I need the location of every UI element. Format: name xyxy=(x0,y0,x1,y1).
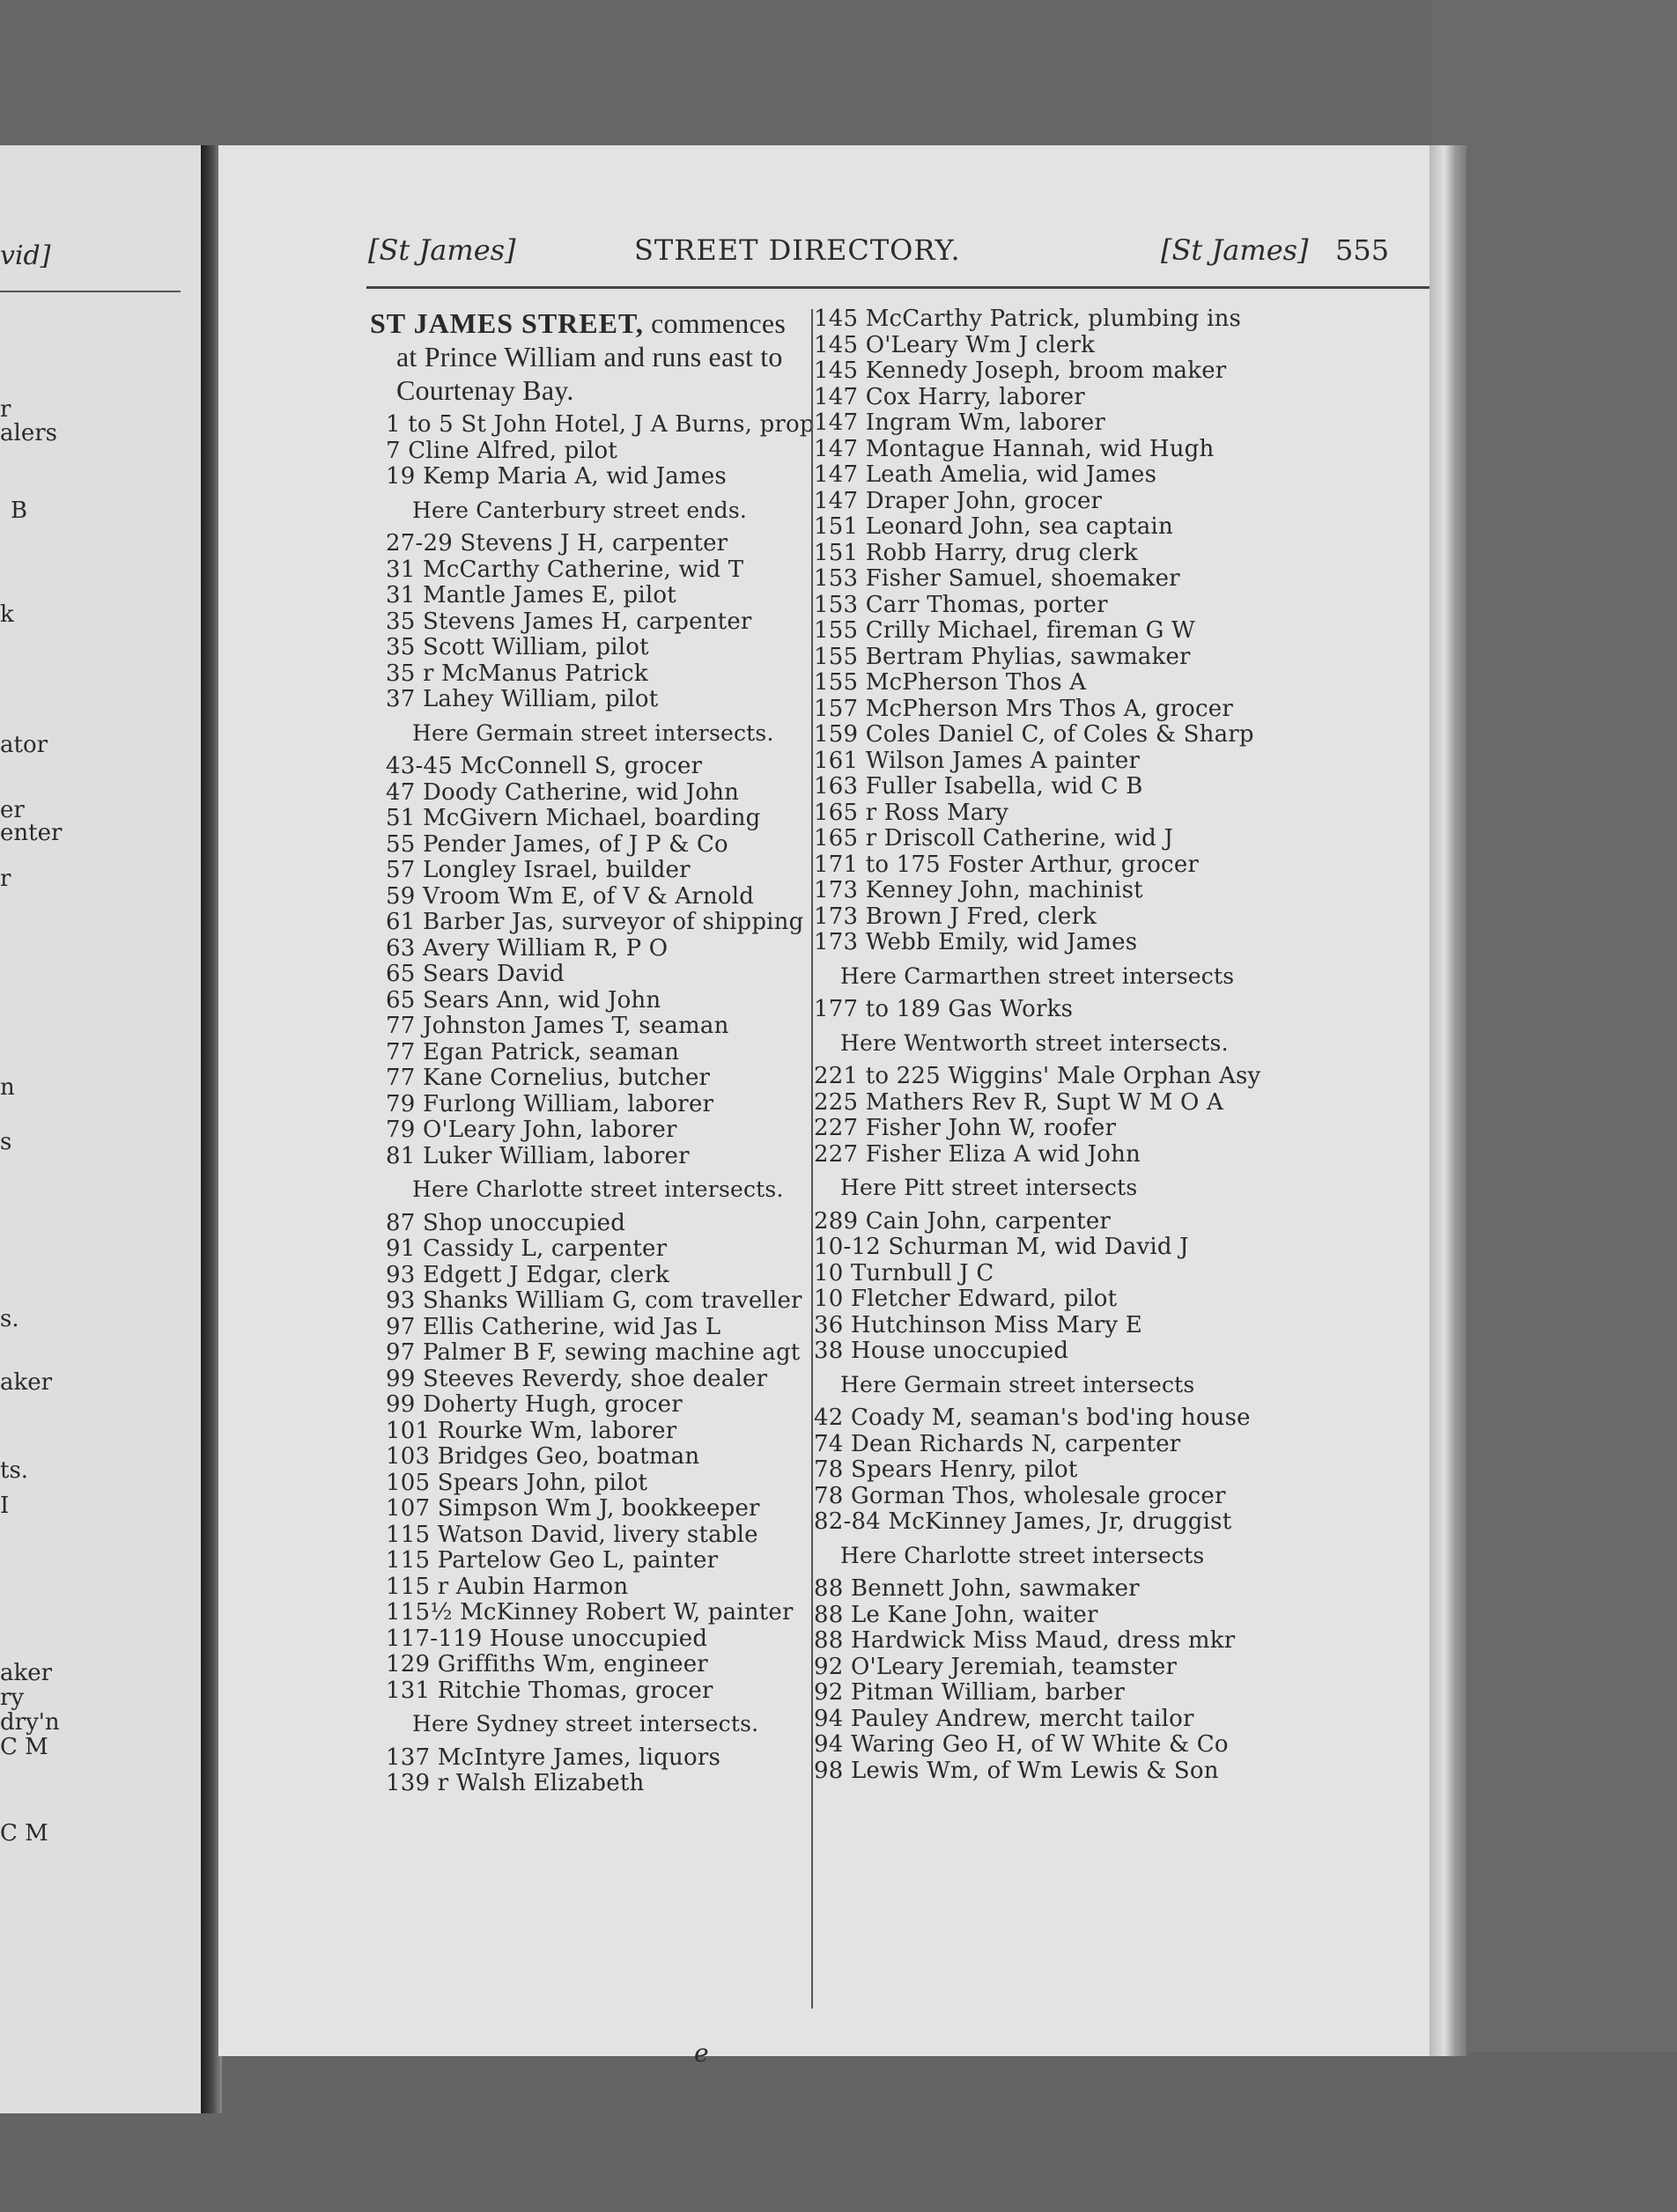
left-fragment: C M xyxy=(0,1820,48,1847)
directory-entry: 129 Griffiths Wm, engineer xyxy=(386,1651,708,1677)
directory-entry: 63 Avery William R, P O xyxy=(386,934,669,962)
directory-entry: 31 Mantle James E, pilot xyxy=(386,582,676,608)
background-bottom xyxy=(0,2052,1677,2212)
directory-entry: 78 Spears Henry, pilot xyxy=(814,1456,1078,1483)
street-intersection-note: Here Canterbury street ends. xyxy=(412,497,748,523)
street-intersection-note: Here Wentworth street intersects. xyxy=(840,1029,1229,1056)
directory-entry: 147 Draper John, grocer xyxy=(814,487,1103,514)
directory-page xyxy=(218,145,1430,2068)
directory-entry: 92 O'Leary Jeremiah, teamster xyxy=(814,1653,1178,1680)
directory-entry: 38 House unoccupied xyxy=(814,1338,1069,1364)
directory-entry: 173 Kenney John, machinist xyxy=(814,877,1143,903)
left-fragment: k xyxy=(0,601,14,628)
directory-entry: 19 Kemp Maria A, wid James xyxy=(386,463,727,490)
directory-entry: 65 Sears Ann, wid John xyxy=(386,986,661,1014)
directory-entry: 93 Shanks William G, com traveller xyxy=(386,1287,802,1314)
left-fragment: aker xyxy=(0,1369,53,1396)
directory-entry: 91 Cassidy L, carpenter xyxy=(386,1235,668,1262)
left-fragment: enter xyxy=(0,820,63,846)
left-fragment: ry xyxy=(0,1685,25,1711)
directory-entry: 1 to 5 St John Hotel, J A Burns, prop xyxy=(386,411,815,438)
directory-entry: 289 Cain John, carpenter xyxy=(814,1207,1112,1235)
directory-entry: 139 r Walsh Elizabeth xyxy=(386,1770,645,1796)
directory-entry: 78 Gorman Thos, wholesale grocer xyxy=(814,1482,1226,1509)
directory-entry: 77 Egan Patrick, seaman xyxy=(386,1038,680,1065)
left-fragment: C M xyxy=(0,1734,48,1760)
directory-entry: 37 Lahey William, pilot xyxy=(386,686,659,712)
street-intersection-note: Here Germain street intersects. xyxy=(412,719,774,746)
directory-entry: 105 Spears John, pilot xyxy=(386,1469,648,1496)
directory-entry: 171 to 175 Foster Arthur, grocer xyxy=(814,851,1200,878)
directory-entry: 165 r Driscoll Catherine, wid J xyxy=(814,825,1174,852)
directory-entry: 155 Bertram Phylias, sawmaker xyxy=(814,643,1191,670)
directory-entry: 87 Shop unoccupied xyxy=(386,1209,626,1236)
directory-entry: 10-12 Schurman M, wid David J xyxy=(814,1234,1189,1260)
directory-entry: 103 Bridges Geo, boatman xyxy=(386,1443,700,1470)
directory-entry: 55 Pender James, of J P & Co xyxy=(386,830,728,858)
directory-entry: 88 Bennett John, sawmaker xyxy=(814,1575,1140,1602)
directory-entry: 147 Ingram Wm, laborer xyxy=(814,409,1106,436)
directory-entry: 61 Barber Jas, surveyor of shipping xyxy=(386,909,804,935)
directory-entry: 227 Fisher John W, roofer xyxy=(814,1115,1117,1141)
street-intersection-note: Here Charlotte street intersects xyxy=(840,1542,1205,1568)
directory-entry: 107 Simpson Wm J, bookkeeper xyxy=(386,1495,760,1522)
directory-entry: 10 Turnbull J C xyxy=(814,1259,994,1287)
left-page-rule xyxy=(0,291,181,292)
directory-entry: 225 Mathers Rev R, Supt W M O A xyxy=(814,1088,1223,1116)
directory-entry: 99 Doherty Hugh, grocer xyxy=(386,1391,683,1418)
directory-entry: 115½ McKinney Robert W, painter xyxy=(386,1599,794,1626)
left-fragment: I xyxy=(0,1493,10,1519)
directory-entry: 82-84 McKinney James, Jr, druggist xyxy=(814,1508,1232,1535)
directory-entry: 74 Dean Richards N, carpenter xyxy=(814,1430,1181,1457)
directory-entry: 151 Leonard John, sea captain xyxy=(814,513,1173,540)
street-intersection-note: Here Sydney street intersects. xyxy=(412,1711,759,1736)
street-description: Courtenay Bay. xyxy=(396,374,574,406)
directory-entry: 131 Ritchie Thomas, grocer xyxy=(386,1677,713,1704)
directory-entry: 36 Hutchinson Miss Mary E xyxy=(814,1311,1142,1338)
directory-entry: 35 r McManus Patrick xyxy=(386,660,648,687)
directory-entry: 153 Fisher Samuel, shoemaker xyxy=(814,565,1180,592)
directory-entry: 137 McIntyre James, liquors xyxy=(386,1744,720,1771)
directory-entry: 145 O'Leary Wm J clerk xyxy=(814,331,1096,358)
directory-entry: 88 Hardwick Miss Maud, dress mkr xyxy=(814,1627,1236,1654)
left-entry-list xyxy=(370,411,815,1797)
page-number: 555 xyxy=(1335,233,1390,267)
left-fragment: er xyxy=(0,797,25,823)
column-divider xyxy=(811,309,813,2009)
directory-entry: 177 to 189 Gas Works xyxy=(814,996,1074,1022)
page-edge xyxy=(1430,145,1466,2056)
directory-entry: 79 Furlong William, laborer xyxy=(386,1090,714,1117)
directory-entry: 35 Scott William, pilot xyxy=(386,634,649,660)
street-intersection-note: Here Carmarthen street intersects xyxy=(840,962,1235,989)
left-fragment: ts. xyxy=(0,1457,29,1484)
header-rule xyxy=(366,286,1456,289)
directory-entry: 101 Rourke Wm, laborer xyxy=(386,1417,677,1444)
directory-entry: 145 McCarthy Patrick, plumbing ins xyxy=(814,306,1242,332)
left-fragment: alers xyxy=(0,420,57,446)
directory-entry: 165 r Ross Mary xyxy=(814,799,1009,826)
directory-entry: 97 Ellis Catherine, wid Jas L xyxy=(386,1313,721,1340)
directory-entry: 77 Kane Cornelius, butcher xyxy=(386,1065,711,1091)
left-fragment: dry'n xyxy=(0,1709,60,1736)
header-left: [St James] xyxy=(368,233,516,267)
directory-entry: 77 Johnston James T, seaman xyxy=(386,1013,729,1039)
directory-entry: 157 McPherson Mrs Thos A, grocer xyxy=(814,695,1233,722)
directory-entry: 221 to 225 Wiggins' Male Orphan Asy xyxy=(814,1063,1261,1089)
directory-entry: 51 McGivern Michael, boarding xyxy=(386,805,761,831)
left-fragment: r xyxy=(0,866,11,892)
directory-entry: 155 Crilly Michael, fireman G W xyxy=(814,617,1195,644)
directory-entry: 7 Cline Alfred, pilot xyxy=(386,437,618,464)
directory-entry: 43-45 McConnell S, grocer xyxy=(386,753,703,779)
directory-entry: 99 Steeves Reverdy, shoe dealer xyxy=(386,1365,768,1392)
header-title: STREET DIRECTORY. xyxy=(634,233,961,267)
background-top xyxy=(0,0,1677,159)
directory-entry: 59 Vroom Wm E, of V & Arnold xyxy=(386,882,755,910)
left-fragment: s. xyxy=(0,1306,19,1332)
left-fragment: B xyxy=(11,498,28,524)
directory-entry: 227 Fisher Eliza A wid John xyxy=(814,1140,1141,1168)
background-right xyxy=(1431,0,1677,2212)
right-entry-list xyxy=(814,306,1466,1784)
street-intersection-note: Here Charlotte street intersects. xyxy=(412,1176,784,1202)
right-column xyxy=(814,306,1466,1784)
left-page xyxy=(0,145,201,2113)
directory-entry: 42 Coady M, seaman's bod'ing house xyxy=(814,1405,1251,1431)
directory-entry: 159 Coles Daniel C, of Coles & Sharp xyxy=(814,721,1254,748)
directory-entry: 47 Doody Catherine, wid John xyxy=(386,778,740,806)
directory-entry: 117-119 House unoccupied xyxy=(386,1625,708,1652)
directory-entry: 163 Fuller Isabella, wid C B xyxy=(814,773,1143,800)
directory-entry: 35 Stevens James H, carpenter xyxy=(386,608,752,635)
directory-entry: 151 Robb Harry, drug clerk xyxy=(814,539,1138,566)
street-intersection-note: Here Pitt street intersects xyxy=(840,1175,1138,1200)
directory-entry: 79 O'Leary John, laborer xyxy=(386,1117,677,1143)
street-description: commences xyxy=(651,307,786,339)
directory-entry: 147 Leath Amelia, wid James xyxy=(814,461,1157,488)
directory-entry: 147 Cox Harry, laborer xyxy=(814,383,1085,410)
directory-entry: 115 Partelow Geo L, painter xyxy=(386,1547,719,1574)
directory-entry: 147 Montague Hannah, wid Hugh xyxy=(814,435,1215,462)
directory-entry: 27-29 Stevens J H, carpenter xyxy=(386,530,728,557)
street-name: ST JAMES STREET, xyxy=(370,307,644,339)
running-head xyxy=(368,233,1460,277)
left-page-header: vid] xyxy=(0,240,51,271)
signature-mark: e xyxy=(694,2039,709,2068)
directory-entry: 161 Wilson James A painter xyxy=(814,747,1141,774)
directory-entry: 173 Brown J Fred, clerk xyxy=(814,903,1097,930)
directory-entry: 115 Watson David, livery stable xyxy=(386,1521,758,1548)
directory-entry: 81 Luker William, laborer xyxy=(386,1142,690,1169)
directory-entry: 145 Kennedy Joseph, broom maker xyxy=(814,358,1227,384)
left-fragment: aker xyxy=(0,1660,53,1686)
street-description: at Prince William and runs east to xyxy=(396,341,783,372)
directory-entry: 31 McCarthy Catherine, wid T xyxy=(386,556,744,583)
directory-entry: 94 Waring Geo H, of W White & Co xyxy=(814,1731,1229,1758)
directory-entry: 173 Webb Emily, wid James xyxy=(814,929,1138,955)
directory-entry: 10 Fletcher Edward, pilot xyxy=(814,1286,1118,1312)
header-right: [St James] xyxy=(1161,233,1309,267)
directory-entry: 65 Sears David xyxy=(386,961,565,987)
directory-entry: 155 McPherson Thos A xyxy=(814,669,1087,696)
directory-entry: 93 Edgett J Edgar, clerk xyxy=(386,1261,669,1288)
directory-entry: 88 Le Kane John, waiter xyxy=(814,1601,1098,1628)
street-intersection-note: Here Germain street intersects xyxy=(840,1371,1195,1397)
left-column xyxy=(370,306,815,1797)
left-fragment: r xyxy=(0,396,11,423)
directory-entry: 57 Longley Israel, builder xyxy=(386,857,691,883)
directory-entry: 92 Pitman William, barber xyxy=(814,1679,1126,1706)
directory-entry: 115 r Aubin Harmon xyxy=(386,1573,629,1600)
directory-entry: 98 Lewis Wm, of Wm Lewis & Son xyxy=(814,1757,1219,1784)
left-fragment: s xyxy=(0,1129,12,1155)
directory-entry: 94 Pauley Andrew, mercht tailor xyxy=(814,1705,1194,1732)
street-heading xyxy=(370,306,812,407)
left-fragment: n xyxy=(0,1074,15,1101)
left-fragment: ator xyxy=(0,732,48,758)
directory-entry: 153 Carr Thomas, porter xyxy=(814,591,1108,618)
directory-entry: 97 Palmer B F, sewing machine agt xyxy=(386,1339,801,1366)
